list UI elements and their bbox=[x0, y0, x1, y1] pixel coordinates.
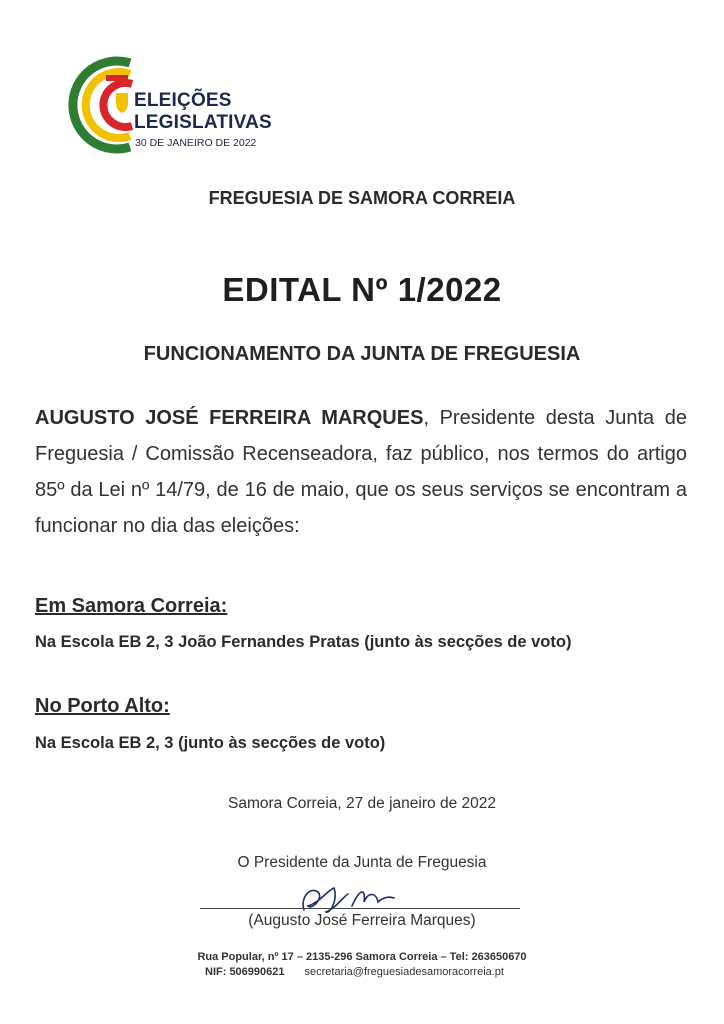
footer-email: secretaria@freguesiadesamoracorreia.pt bbox=[304, 966, 504, 978]
signatory-title: O Presidente da Junta de Freguesia bbox=[237, 854, 487, 871]
signature-line bbox=[200, 908, 520, 909]
parish-name: FREGUESIA DE SAMORA CORREIA bbox=[208, 188, 516, 208]
elections-emblem-icon bbox=[68, 55, 138, 155]
body-paragraph: , Presidente desta Junta de Freguesia / Comissão Recenseadora, faz público, nos termos do artigo 85º da Lei nº 14/79, de 16 de maio, que os seus serviços se encontram a funcionar no dia das eleições: bbox=[35, 407, 687, 537]
location-heading-samora: Em Samora Correia: bbox=[35, 595, 228, 617]
footer-contact bbox=[205, 966, 504, 978]
president-name: AUGUSTO JOSÉ FERREIRA MARQUES bbox=[35, 407, 424, 429]
logo-title-line2: LEGISLATIVAS bbox=[134, 112, 272, 133]
signatory-name: (Augusto José Ferreira Marques) bbox=[248, 912, 476, 929]
elections-logo bbox=[68, 55, 278, 155]
location-place-samora: Na Escola EB 2, 3 João Fernandes Pratas (junto às secções de voto) bbox=[35, 633, 572, 651]
edital-title: EDITAL Nº 1/2022 bbox=[222, 271, 502, 308]
footer-nif: NIF: 506990621 bbox=[205, 966, 285, 978]
location-place-porto-alto: Na Escola EB 2, 3 (junto às secções de voto) bbox=[35, 734, 386, 752]
location-heading-porto-alto: No Porto Alto: bbox=[35, 695, 170, 717]
logo-date: 30 DE JANEIRO DE 2022 bbox=[135, 137, 257, 149]
footer-address: Rua Popular, nº 17 – 2135-296 Samora Correia – Tel: 263650670 bbox=[197, 951, 527, 963]
logo-title-line1: ELEIÇÕES bbox=[134, 90, 232, 111]
edital-subtitle: FUNCIONAMENTO DA JUNTA DE FREGUESIA bbox=[143, 343, 581, 365]
edital-body bbox=[35, 400, 687, 544]
date-line: Samora Correia, 27 de janeiro de 2022 bbox=[228, 795, 496, 812]
